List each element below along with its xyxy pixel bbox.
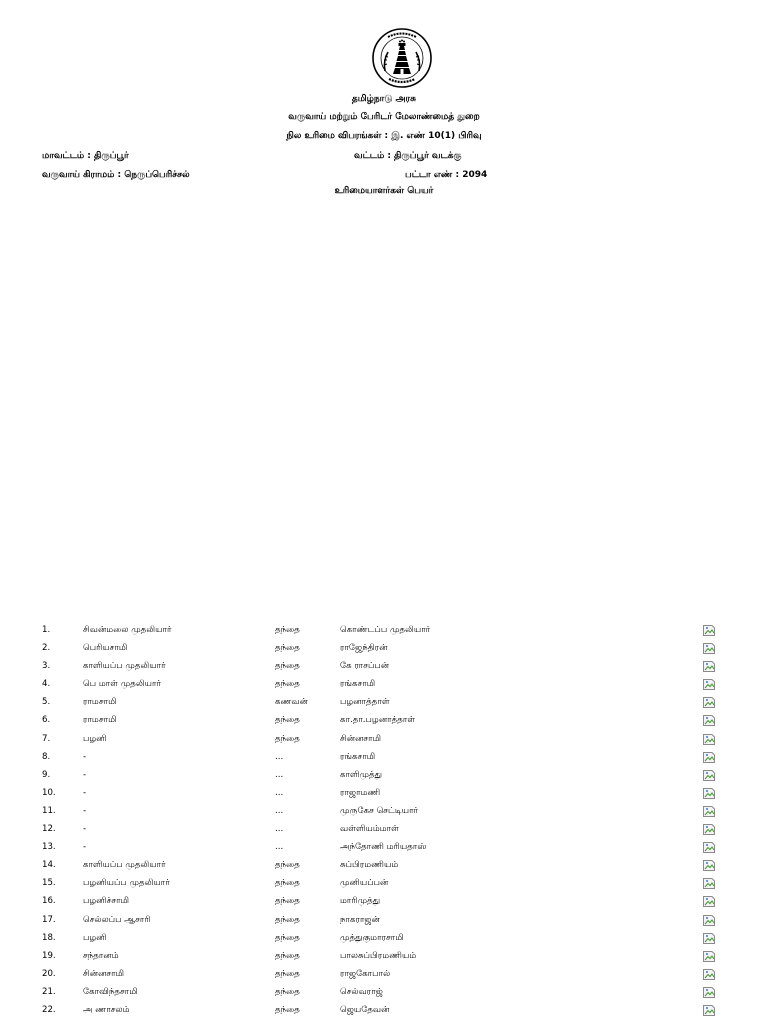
owner-number: 9. xyxy=(42,769,51,780)
broken-image-icon xyxy=(702,859,716,872)
relative-name: கே ராசப்பன் xyxy=(340,661,390,672)
owner-relation: தந்தை xyxy=(275,715,300,726)
owner-number: 11. xyxy=(42,805,56,816)
owner-number: 18. xyxy=(42,932,56,943)
owner-name: ராமசாமி xyxy=(83,715,117,726)
owner-name: பெரியசாமி xyxy=(83,643,128,654)
owner-row xyxy=(0,640,768,658)
owner-number: 14. xyxy=(42,860,56,871)
owner-number: 3. xyxy=(42,661,51,672)
owner-relation: ... xyxy=(275,805,284,816)
broken-image-icon xyxy=(702,733,716,746)
owner-row xyxy=(0,821,768,839)
broken-image-icon xyxy=(702,1004,716,1017)
owner-relation: தந்தை xyxy=(275,661,300,672)
owner-relation: தந்தை xyxy=(275,860,300,871)
owner-row xyxy=(0,875,768,893)
owner-number: 20. xyxy=(42,968,56,979)
owner-row xyxy=(0,731,768,749)
broken-image-icon xyxy=(702,696,716,709)
owner-name: - xyxy=(83,751,87,762)
owner-name: அ ணாசலம் xyxy=(83,1004,130,1015)
owner-name: பழனி xyxy=(83,733,107,744)
owner-relation: தந்தை xyxy=(275,932,300,943)
owner-row xyxy=(0,803,768,821)
owner-number: 8. xyxy=(42,751,51,762)
owner-row xyxy=(0,676,768,694)
owner-name: - xyxy=(83,787,87,798)
relative-name: கொண்டப்ப முதலியார் xyxy=(340,625,431,635)
owner-number: 1. xyxy=(42,625,51,635)
relative-name: ரங்கசாமி xyxy=(340,679,376,690)
relative-name: அந்தோணி மரியதாஸ் xyxy=(340,842,427,853)
owner-name: காளியப்ப முதலியார் xyxy=(83,661,166,672)
owner-number: 4. xyxy=(42,679,51,690)
owner-relation: தந்தை xyxy=(275,968,300,979)
owner-row xyxy=(0,984,768,1002)
owner-name: கோவிந்தசாமி xyxy=(83,986,138,997)
owner-relation: தந்தை xyxy=(275,625,300,635)
district-label: மாவட்டம் : திருப்பூர் xyxy=(42,151,129,161)
broken-image-icon xyxy=(702,877,716,890)
relative-name: சின்னசாமி xyxy=(340,733,382,744)
broken-image-icon xyxy=(702,914,716,927)
owner-relation: தந்தை xyxy=(275,896,300,907)
broken-image-icon xyxy=(702,660,716,673)
owner-number: 19. xyxy=(42,950,56,961)
owners-list xyxy=(0,622,768,1020)
owner-row xyxy=(0,1002,768,1020)
owner-relation: ... xyxy=(275,751,284,762)
owner-name: - xyxy=(83,769,87,780)
taluk-label: வட்டம் : திருப்பூர் வடக்கு xyxy=(354,151,462,161)
owner-number: 22. xyxy=(42,1004,56,1015)
relative-name: வள்ளியம்மாள் xyxy=(340,824,399,835)
owner-row xyxy=(0,658,768,676)
broken-image-icon xyxy=(702,823,716,836)
owner-relation: ... xyxy=(275,787,284,798)
owner-number: 10. xyxy=(42,787,56,798)
owner-row xyxy=(0,712,768,730)
department-title: வருவாய் மற்றும் பேரிடர் மேலாண்மைத் துறை xyxy=(288,112,480,122)
owner-relation: ... xyxy=(275,824,284,835)
owner-number: 2. xyxy=(42,643,51,654)
relative-name: முத்துகுமாரசாமி xyxy=(340,932,404,943)
relative-name: ராஜகோபால் xyxy=(340,968,391,979)
tamil-nadu-emblem-icon xyxy=(371,27,433,89)
owner-name: பழனியப்ப முதலியார் xyxy=(83,878,170,889)
owner-name: பழனி xyxy=(83,932,107,943)
owner-name: சின்னசாமி xyxy=(83,968,125,979)
broken-image-icon xyxy=(702,895,716,908)
owner-row xyxy=(0,930,768,948)
government-title: தமிழ்நாடு அரசு xyxy=(351,94,417,104)
owner-relation: தந்தை xyxy=(275,1004,300,1015)
broken-image-icon xyxy=(702,805,716,818)
owner-relation: ... xyxy=(275,842,284,853)
owner-row xyxy=(0,785,768,803)
owner-number: 15. xyxy=(42,878,56,889)
relative-name: முனியப்பன் xyxy=(340,878,389,889)
broken-image-icon xyxy=(702,932,716,945)
relative-name: ஜெயதேவன் xyxy=(340,1004,390,1015)
relative-name: கா.தா.பழனாத்தாள் xyxy=(340,715,416,726)
relative-name: ராஜேந்திரன் xyxy=(340,643,388,654)
owner-row xyxy=(0,767,768,785)
owner-row xyxy=(0,839,768,857)
owner-number: 6. xyxy=(42,715,51,726)
owner-name: சிவன்மலை முதலியார் xyxy=(83,625,172,635)
broken-image-icon xyxy=(702,751,716,764)
broken-image-icon xyxy=(702,950,716,963)
owner-number: 5. xyxy=(42,697,51,708)
relative-name: முருகேச செட்டியார் xyxy=(340,805,419,816)
relative-name: நாகராஜன் xyxy=(340,914,380,925)
broken-image-icon xyxy=(702,968,716,981)
owner-number: 21. xyxy=(42,986,56,997)
owner-name: சந்தானம் xyxy=(83,950,119,961)
relative-name: பழனாத்தாள் xyxy=(340,697,390,708)
owner-row xyxy=(0,948,768,966)
owner-number: 12. xyxy=(42,824,56,835)
owner-number: 7. xyxy=(42,733,51,744)
owner-relation: தந்தை xyxy=(275,914,300,925)
owner-relation: தந்தை xyxy=(275,679,300,690)
owner-name: செல்லப்ப ஆசாரி xyxy=(83,914,151,925)
owner-relation: தந்தை xyxy=(275,878,300,889)
owner-name: பழனிச்சாமி xyxy=(83,896,130,907)
owner-name: - xyxy=(83,805,87,816)
owner-relation: தந்தை xyxy=(275,733,300,744)
owner-number: 16. xyxy=(42,896,56,907)
owner-name: - xyxy=(83,842,87,853)
owner-row xyxy=(0,912,768,930)
broken-image-icon xyxy=(702,787,716,800)
owner-name: காளியப்ப முதலியார் xyxy=(83,860,166,871)
relative-name: காளிமுத்து xyxy=(340,769,383,780)
owner-relation: கணவன் xyxy=(275,697,308,708)
broken-image-icon xyxy=(702,642,716,655)
relative-name: செல்வராஜ் xyxy=(340,986,383,997)
owner-row xyxy=(0,893,768,911)
relative-name: மாரிமுத்து xyxy=(340,896,381,907)
village-label: வருவாய் கிராமம் : நெருப்பெரிச்சல் xyxy=(42,170,190,180)
owner-relation: தந்தை xyxy=(275,950,300,961)
broken-image-icon xyxy=(702,841,716,854)
owner-row xyxy=(0,749,768,767)
broken-image-icon xyxy=(702,986,716,999)
document-title: நில உரிமை விபரங்கள் : இ. எண் 10(1) பிரிவு xyxy=(286,131,482,141)
owner-row xyxy=(0,694,768,712)
relative-name: ராஜாமணி xyxy=(340,787,381,798)
owner-row xyxy=(0,622,768,640)
owner-number: 13. xyxy=(42,842,56,853)
owners-heading: உரிமையாளர்கள் பெயர் xyxy=(334,186,434,196)
relative-name: பாலசுப்பிரமணியம் xyxy=(340,950,417,961)
owner-name: ராமசாமி xyxy=(83,697,117,708)
patta-number: பட்டா எண் : 2094 xyxy=(405,170,488,180)
broken-image-icon xyxy=(702,678,716,691)
owner-name: பெ மாள் முதலியார் xyxy=(83,679,161,690)
owner-relation: தந்தை xyxy=(275,643,300,654)
relative-name: சுப்பிரமணியம் xyxy=(340,860,399,871)
owner-row xyxy=(0,966,768,984)
broken-image-icon xyxy=(702,769,716,782)
broken-image-icon xyxy=(702,624,716,637)
owner-number: 17. xyxy=(42,914,56,925)
owner-relation: தந்தை xyxy=(275,986,300,997)
relative-name: ரங்கசாமி xyxy=(340,751,376,762)
owner-relation: ... xyxy=(275,769,284,780)
owner-name: - xyxy=(83,824,87,835)
broken-image-icon xyxy=(702,714,716,727)
owner-row xyxy=(0,857,768,875)
